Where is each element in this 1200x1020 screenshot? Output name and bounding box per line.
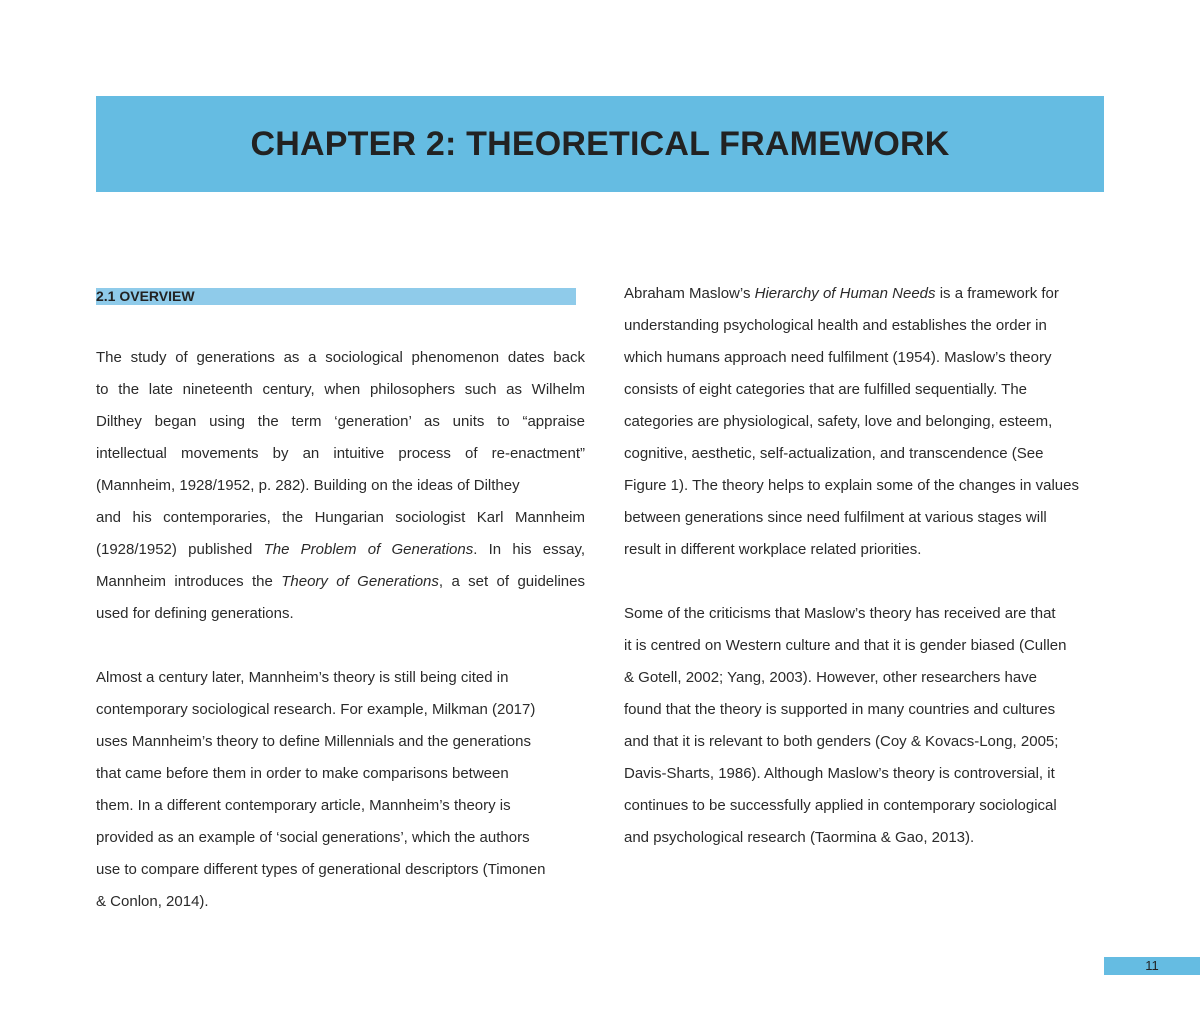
chapter-title: CHAPTER 2: THEORETICAL FRAMEWORK — [250, 124, 950, 163]
text-line: intellectual movements by an intuitive process of re-enactment” — [96, 445, 585, 462]
text-line: uses Mannheim’s theory to define Millennials and the generations — [96, 733, 531, 750]
text-line: cognitive, aesthetic, self-actualization, and transcendence (See — [624, 445, 1044, 462]
text-line: which humans approach need fulfilment (1954). Maslow’s theory — [624, 349, 1052, 366]
text-line: The study of generations as a sociological phenomenon dates back — [96, 349, 585, 366]
text-line: Figure 1). The theory helps to explain some of the changes in values — [624, 477, 1079, 494]
chapter-banner — [96, 96, 1104, 192]
text-line: continues to be successfully applied in contemporary sociological — [624, 797, 1057, 814]
text-line: Davis-Sharts, 1986). Although Maslow’s theory is controversial, it — [624, 765, 1055, 782]
text-line: result in different workplace related priorities. — [624, 541, 922, 558]
page-number: 11 — [1104, 957, 1200, 975]
framework-title: Hierarchy of Human Needs — [754, 285, 936, 302]
left-paragraph-2 — [96, 662, 585, 918]
text-line: (1928/1952) published The Problem of Generations. In his essay, — [96, 541, 586, 558]
text-line: and psychological research (Taormina & Gao, 2013). — [624, 829, 975, 846]
text-line: Mannheim introduces the Theory of Generations, a set of guidelines — [96, 573, 585, 590]
text-line: Dilthey began using the term ‘generation’ as units to “appraise — [96, 413, 585, 430]
text-line: used for defining generations. — [96, 605, 294, 622]
left-paragraph-1 — [96, 342, 585, 630]
text-line: between generations since need fulfilment at various stages will — [624, 509, 1047, 526]
text-line: Almost a century later, Mannheim’s theory is still being cited in — [96, 669, 509, 686]
right-column — [624, 278, 1104, 854]
text-line: and that it is relevant to both genders (Coy & Kovacs-Long, 2005; — [624, 733, 1059, 750]
text-line: consists of eight categories that are fulfilled sequentially. The — [624, 381, 1028, 398]
text-line: provided as an example of ‘social generations’, which the authors — [96, 829, 530, 846]
text-line: Some of the criticisms that Maslow’s theory has received are that — [624, 605, 1056, 622]
theory-title: Theory of Generations — [281, 573, 439, 590]
text-line: and his contemporaries, the Hungarian sociologist Karl Mannheim — [96, 509, 585, 526]
text-line: to the late nineteenth century, when philosophers such as Wilhelm — [96, 381, 585, 398]
section-heading: 2.1 OVERVIEW — [96, 288, 576, 305]
text-line: Abraham Maslow’s Hierarchy of Human Needs is a framework for — [624, 285, 1059, 302]
text-line: that came before them in order to make comparisons between — [96, 765, 509, 782]
text-line: use to compare different types of generational descriptors (Timonen — [96, 861, 546, 878]
text-line: found that the theory is supported in many countries and cultures — [624, 701, 1056, 718]
text-line: understanding psychological health and establishes the order in — [624, 317, 1047, 334]
left-column — [96, 278, 585, 918]
text-line: & Conlon, 2014). — [96, 893, 209, 910]
text-line: (Mannheim, 1928/1952, p. 282). Building on the ideas of Dilthey — [96, 477, 520, 494]
text-line: categories are physiological, safety, love and belonging, esteem, — [624, 413, 1053, 430]
text-line: them. In a different contemporary article, Mannheim’s theory is — [96, 797, 511, 814]
right-paragraph-1 — [624, 278, 1104, 566]
text-line: & Gotell, 2002; Yang, 2003). However, other researchers have — [624, 669, 1038, 686]
text-line: it is centred on Western culture and that it is gender biased (Cullen — [624, 637, 1067, 654]
book-title: The Problem of Generations — [263, 541, 474, 558]
right-paragraph-2 — [624, 598, 1104, 854]
text-line: contemporary sociological research. For example, Milkman (2017) — [96, 701, 536, 718]
